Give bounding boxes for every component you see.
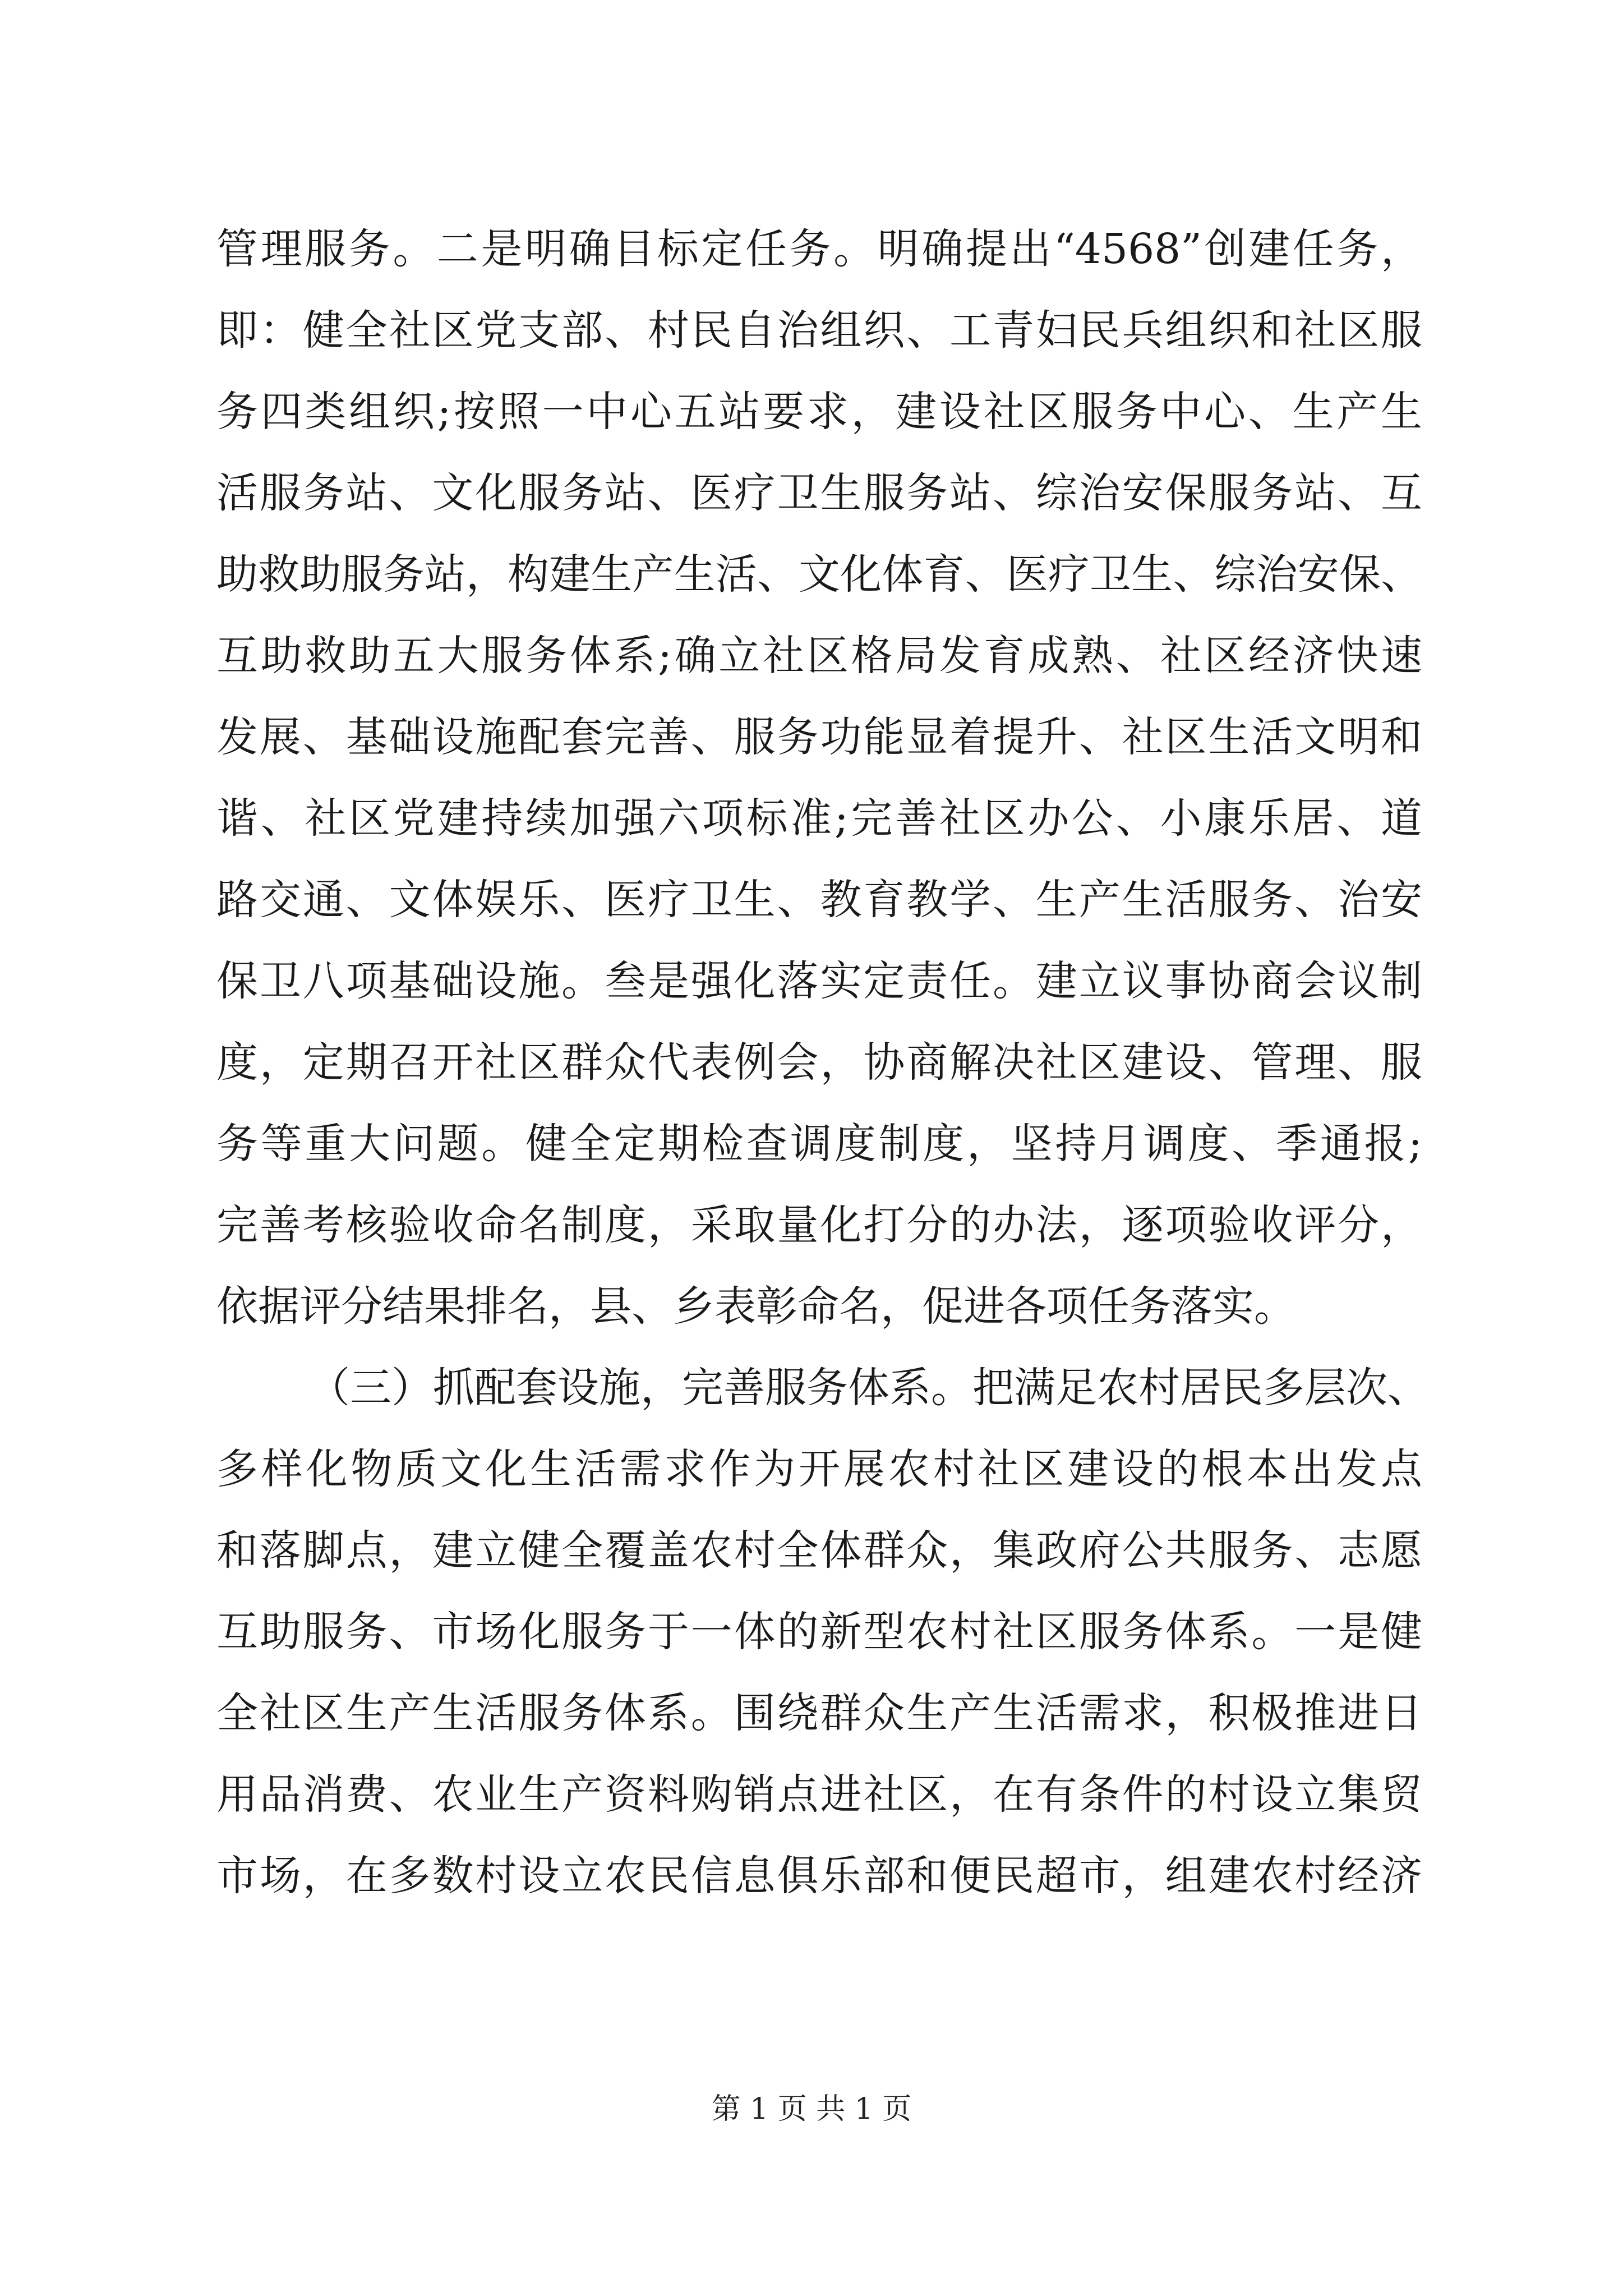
- text-line: 依据评分结果排名，县、乡表彰命名，促进各项任务落实。: [216, 1282, 1295, 1331]
- text-line: 即：健全社区党支部、村民自治组织、工青妇民兵组织和社区服: [216, 306, 1422, 355]
- text-line: 谐、社区党建持续加强六项标准;完善社区办公、小康乐居、道: [216, 794, 1422, 843]
- text-line: 助救助服务站，构建生产生活、文化体育、医疗卫生、综治安保、: [216, 550, 1422, 599]
- page-footer: [0, 2090, 1623, 2129]
- text-line: 和落脚点，建立健全覆盖农村全体群众，集政府公共服务、志愿: [216, 1526, 1422, 1575]
- section-heading-line: （三）抓配套设施，完善服务体系。把满足农村居民多层次、: [308, 1364, 1429, 1412]
- text-line: 发展、基础设施配套完善、服务功能显着提升、社区生活文明和: [216, 713, 1422, 761]
- page-number-label: 第 1 页 共 1 页: [711, 2092, 912, 2126]
- text-line: 多样化物质文化生活需求作为开展农村社区建设的根本出发点: [216, 1445, 1422, 1493]
- text-line: 度，定期召开社区群众代表例会，协商解决社区建设、管理、服: [216, 1038, 1422, 1087]
- text-line: 保卫八项基础设施。叁是强化落实定责任。建立议事协商会议制: [216, 957, 1422, 1005]
- text-line: 互助服务、市场化服务于一体的新型农村社区服务体系。一是健: [216, 1608, 1422, 1656]
- text-line: 管理服务。二是明确目标定任务。明确提出“4568”创建任务，: [216, 225, 1422, 273]
- text-line: 完善考核验收命名制度，采取量化打分的办法，逐项验收评分，: [216, 1201, 1422, 1249]
- text-line: 务等重大问题。健全定期检查调度制度，坚持月调度、季通报;: [216, 1120, 1422, 1168]
- text-line: 互助救助五大服务体系;确立社区格局发育成熟、社区经济快速: [216, 632, 1422, 680]
- text-line: 市场，在多数村设立农民信息俱乐部和便民超市，组建农村经济: [216, 1852, 1422, 1900]
- text-line: 务四类组织;按照一中心五站要求，建设社区服务中心、生产生: [216, 388, 1422, 436]
- body-text: [216, 209, 1429, 1917]
- text-line: 路交通、文体娱乐、医疗卫生、教育教学、生产生活服务、治安: [216, 876, 1422, 924]
- text-line: 全社区生产生活服务体系。围绕群众生产生活需求，积极推进日: [216, 1689, 1422, 1737]
- text-line: 活服务站、文化服务站、医疗卫生服务站、综治安保服务站、互: [216, 469, 1422, 517]
- text-line: 用品消费、农业生产资料购销点进社区，在有条件的村设立集贸: [216, 1770, 1422, 1819]
